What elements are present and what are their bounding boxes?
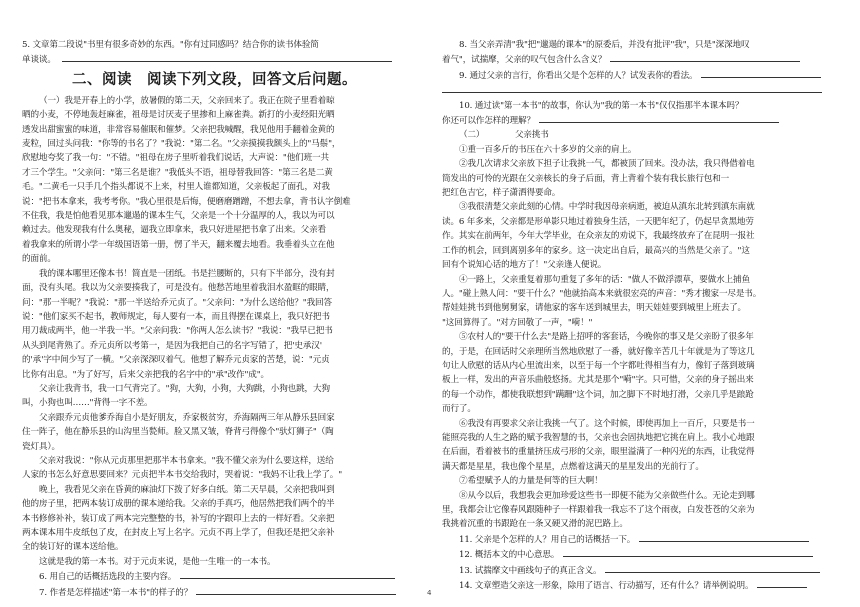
passage-5 xyxy=(22,454,426,483)
answer-blank[interactable] xyxy=(639,532,809,542)
text-line: 句让人欣慰的话从内心里流出来，以至于每一个字都吐得相当有力，像钉子落到玻璃 xyxy=(442,360,755,371)
paragraph-8 xyxy=(442,489,846,532)
text-line: 的，于是，在回话时父亲理所当然地欣慰了一番，就好像辛苦几十年就是为了等这几 xyxy=(442,346,755,357)
text-line: 父亲对我说："你从元贞那里把那半本书拿来。"我不懂父亲为什么要这样，送给 xyxy=(39,455,334,466)
text-line: "这回算得了。"对方回敬了一声，"嗬！" xyxy=(442,317,593,328)
answer-blank[interactable] xyxy=(180,569,395,579)
text-line: 面，没有头尾。我以为父亲要揍我了，可是没有。他愁苦地里着我泪水盈眶的眼睛， xyxy=(22,283,335,294)
paragraph-3 xyxy=(442,200,846,272)
question-8-line-2: 着气"，试揣摩，父亲的叹气包含什么含义？ xyxy=(442,52,846,67)
text-line: 的每一个动作，都使我联想到"蹒跚"这个词，加之脚下不时地打滑，父亲几乎是踉跄 xyxy=(442,389,754,400)
question-12: 12. 概括本文的中心意思。 xyxy=(442,547,846,562)
question-10-line-2: 你还可以作怎样的理解？ xyxy=(442,113,846,128)
text-line: 里，我都会让它像春风跟随种子一样跟着我一我忘不了这个雨夜，白发苍苍的父亲为 xyxy=(442,505,755,515)
text-line: 筒发出的可怜的光跟在父亲核长的身子后面，背上背着个装有我长旅行包和一 xyxy=(442,173,730,184)
text-line: 瓷灯具）。 xyxy=(22,441,60,452)
paragraph-7: ⑦希望赋予人的力量是何等的巨大啊！ xyxy=(459,476,603,487)
text-line: 才三个学生。"父亲问："第三名是谁？"我低头不语，祖母替我回答："第三名是二黄 xyxy=(22,167,333,178)
text-line: ⑥我没有再要求父亲让我挑一气了。这个时候，即使再加上一百斤，只要是书一 xyxy=(459,418,755,429)
text-line: 两本课本用牛皮纸包了皮，在封皮上写上名字。元贞不再上学了，但我还是把父亲补 xyxy=(22,528,335,538)
paragraph-1: ①重一百多斤的书压在六十多岁的父亲的肩上。 xyxy=(459,144,637,155)
question-6: 6. 用自己的话概括选段的主要内容。 xyxy=(22,569,426,584)
text-line: 透发出甜蜜蜜的味道，非常容易催眠和催梦。父亲把我喊醒，我见他用手翻着金黄的 xyxy=(22,124,335,135)
text-line: 读。6 年多来，父亲都是形单影只地过着独身生活，一天肥年纪了，仍起早贪黑地劳 xyxy=(442,216,754,227)
question-14: 14. 文章塑造父亲这一形象，除用了语言、行动描写，还有什么？请举例说明。 xyxy=(442,578,846,593)
text-line: ③我很清楚父亲此刻的心情。中学时我因母亲病逝，被迫从滇东北转到滇东南就 xyxy=(459,202,755,213)
passage-1 xyxy=(22,94,426,267)
part-2-title: 父亲挑书 xyxy=(514,130,549,141)
question-11: 11. 父亲是个怎样的人？用自己的话概括一下。 xyxy=(442,532,846,547)
text-line: 父亲让我背书，我一口气背完了。"狗，大狗，小狗，大狗跳，小狗也跳，大狗 xyxy=(39,383,330,394)
passage-4 xyxy=(22,411,426,454)
text-line: ⑧从今以后，我想我会更加珍爱这些书一即便不能为父亲做些什么。无论走到哪 xyxy=(459,490,755,501)
text-line: 不住我，我是怕他看见那本邋遢的课本生气，父亲是一个十分温厚的人，我以为可以 xyxy=(22,211,335,222)
text-line: 用刀裁成两半，他一半我一半。"父亲问我："你两人怎么读书？"我说："我早已把书 xyxy=(22,326,333,337)
answer-blank-row xyxy=(442,83,846,98)
text-line: 从头到尾背熟了。乔元贞所以考第一，是因为我把自己的名字写错了，把'史承汉' xyxy=(22,340,322,351)
question-10-line-1: 10. 通过读"第一本书"的故事，你认为"我的第一本书"仅仅指那半本课本吗？ xyxy=(459,100,744,111)
text-line: 在后面，看着被书的重量挤压成弓形的父亲，眼里溢满了一种闪光的东西，让我觉得 xyxy=(442,447,755,458)
text-line: 这就是我的第一本书。对于元贞来说，是他一生唯一的一本书。 xyxy=(39,556,276,567)
text-line: 本书修修补补，装订成了两本完完整整的书，补写的字跟印上去的一样好看。父亲把 xyxy=(22,513,335,524)
text-line: ⑤农村人的"要干什么去"是路上招呼的客套话，今晚你的事又是父亲盼了很多年 xyxy=(459,332,754,343)
question-5-line-1: 5. 文章第二段说"书里有很多奇妙的东西。"你有过同感吗？结合你的读书体验简 xyxy=(22,40,319,50)
text-line: 人家的书怎么好意思要回来？元贞把半本书交给我时，哭着说："我妈不让我上学了。" xyxy=(22,470,343,481)
text-line: 全的装订好的课本送给他。 xyxy=(22,542,124,553)
answer-blank[interactable] xyxy=(605,563,820,573)
text-line: ②我几次请求父亲放下担子让我挑一气，都被顶了回来。没办法，我只得借着电 xyxy=(459,159,755,170)
right-column xyxy=(442,38,846,593)
paragraph-2 xyxy=(442,157,846,200)
section-title: 二、阅读 阅读下列文段，回答文后问题。 xyxy=(72,71,357,88)
text-line: 作。其实在前两年，今年大学毕业，在众亲友的劝说下，我最终放弃了在昆明一报社 xyxy=(442,231,755,242)
text-line: 我的课本哪里还像本书！简直是一团纸。书是拦腰断的，只有下半部分，没有封 xyxy=(39,268,335,279)
text-line: 叫，小狗也叫……"背得一字不差。 xyxy=(22,398,153,409)
paragraph-4 xyxy=(442,273,846,331)
text-line: 的面前。 xyxy=(22,254,56,265)
text-line: 板上一样，发出的声音乐曲般悠扬。尤其是那个"嗬"字。只可惜，父亲的身子摇出来 xyxy=(442,375,754,386)
text-line: 晒的小麦，不停地轰赶麻雀，祖母是讨厌麦子里掺和上麻雀粪。新打的小麦经阳光晒 xyxy=(22,110,335,121)
answer-blank[interactable] xyxy=(610,52,800,62)
answer-blank[interactable] xyxy=(757,578,807,588)
page-number: 4 xyxy=(427,589,432,597)
paragraph-5 xyxy=(442,330,846,416)
question-9: 9. 通过父亲的言行，你看出父是个怎样的人？试发表你的看法。 xyxy=(442,68,846,83)
question-7: 7. 作者是怎样描述"第一本书"的样子的？ xyxy=(22,585,426,600)
part-2-heading xyxy=(442,128,846,142)
passage-3 xyxy=(22,382,426,411)
text-line: 住一阵子，他在静乐县的山沟里当甃师。脸又黑又皱，脊背弓得像个"驮灯狮子"（陶 xyxy=(22,427,334,438)
paragraph-6 xyxy=(442,417,846,475)
passage-7 xyxy=(22,555,426,569)
text-line: 回有个说知心话的地方了！"父亲逢人便说。 xyxy=(442,260,607,271)
text-line: 人。"碰上熟人问："要干什么？"他就抬高本来就很宏亮的声音："秀才搬家一尽是书。 xyxy=(442,288,762,299)
text-line: （一）我是开春上的小学，放暑假的第二天，父亲回来了。我正在院子里看着晾 xyxy=(39,95,335,106)
text-line: 帮娃娃挑书到他舅舅家，请他家的客车送到城里去，明天娃娃要到城里上班去了。 xyxy=(442,303,746,314)
answer-blank[interactable] xyxy=(701,68,821,78)
question-8-line-1: 8. 当父亲弄清"我"把"邋遢的课本"的原委后，并没有批评"我"，只是"深深地叹 xyxy=(459,40,750,50)
text-line: 说："他们家买不起书，教师规定，每人要有一本，而且得摆在课桌上，我只好把书 xyxy=(22,311,330,322)
question-5-line-2: 单谈谈。 xyxy=(22,52,426,67)
text-line: 他的房子里，把两本装订成册的课本递给我。父亲的手真巧，他居然把我们两个的半 xyxy=(22,499,335,510)
text-line: 着我拿来的所谓小学一年级国语第一册，愣了半天，翻来覆去地看。我垂着头立在他 xyxy=(22,239,335,250)
text-line: 能照亮我的人生之路的赋予我智慧的书，父亲也会固执地把它挑在肩上。我小心地跟 xyxy=(442,432,755,443)
answer-blank[interactable] xyxy=(196,585,396,595)
passage-6 xyxy=(22,483,426,555)
text-line: 我挑着沉重的书跟跄在一条又硬又滑的泥巴路上。 xyxy=(442,519,628,530)
answer-blank[interactable] xyxy=(442,83,822,93)
answer-blank[interactable] xyxy=(62,52,392,62)
text-line: 毛。"二黄毛一只手几个指头都说不上来，村里人谁都知道，父亲板起了面孔，对我 xyxy=(22,182,330,193)
text-line: 工作的机会，回到离别多年的家乡。这一决定出自后，最高兴的当然是父亲了。"这 xyxy=(442,245,750,256)
text-line: 的'承'字中间少写了一横。"父亲深深叹着气。他想了解乔元贞家的苦楚，说："元贞 xyxy=(22,355,330,366)
passage-2 xyxy=(22,267,426,382)
text-line: 麦粒，回过头问我："你等的书名了？"我说："第二名。"父亲摸摸我额头上的"马鬃"， xyxy=(22,139,341,150)
text-line: 比你有出息。"为了好写，后来父亲把我的名字中的"承"改作"成"。 xyxy=(22,369,269,380)
answer-blank[interactable] xyxy=(539,113,779,123)
text-line: 欣慰地夸奖了我一句："不错。"祖母在房子里听着我们说话，大声说："他们班一共 xyxy=(22,153,329,164)
answer-blank[interactable] xyxy=(563,547,813,557)
text-line: 父亲跟乔元贞他爹乔海自小是好朋友，乔家极贫穷，乔海隔两三年从静乐县回家 xyxy=(39,412,335,423)
text-line: 说："把书本拿来，我考考你。"我心里很是后悔，便磨磨蹭蹭，不想去拿，背书认字倒难 xyxy=(22,196,351,207)
question-13: 13. 试揣摩文中画线句子的真正含义。 xyxy=(442,563,846,578)
part-2-label: （二） xyxy=(459,130,485,141)
text-line: 而行了。 xyxy=(442,404,476,415)
text-line: 问："那一半呢？"我说："那一半送给乔元贞了。"父亲问："为什么送给他？"我回答 xyxy=(22,297,332,308)
left-column xyxy=(22,38,426,600)
text-line: ④一路上，父亲重复着那句重复了多年的话："做人不做浮漂草，要做水上捕鱼 xyxy=(459,274,750,285)
text-line: 晚上，我看见父亲在昏黄的麻油灯下拨了好多白纸。第二天早晨，父亲把我叫到 xyxy=(39,484,335,495)
text-line: 满天都是星星，我也像个星星，点燃着这满天的星星发出的光前行了。 xyxy=(442,461,704,472)
text-line: 把红色吉它，样子潇洒得要命。 xyxy=(442,188,561,199)
text-line: 赖过去。他发现我有什么奥秘，逼我立即拿来，我只好进屋把书拿了出来。父亲看 xyxy=(22,225,326,236)
